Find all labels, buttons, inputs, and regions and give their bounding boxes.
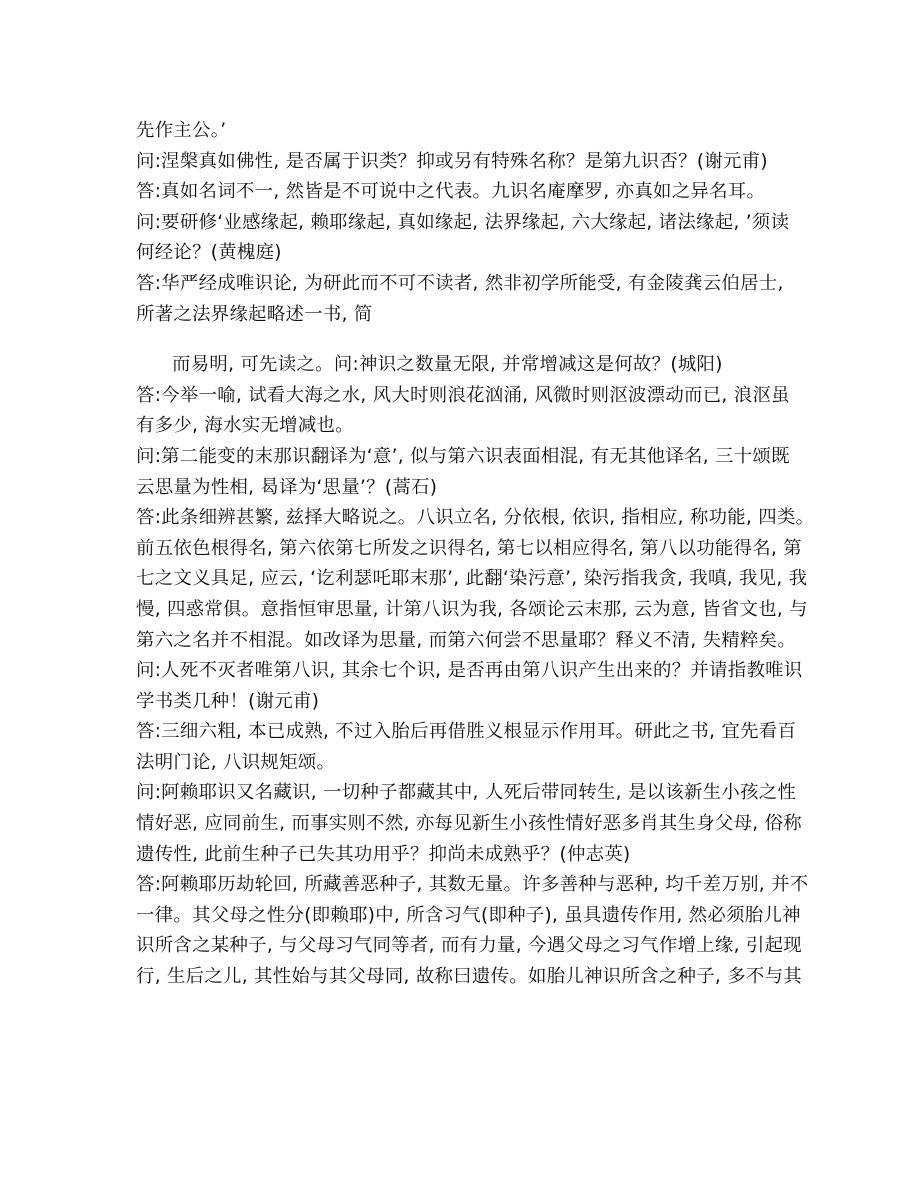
text-line: 学书类几种！(谢元甫) xyxy=(136,690,320,712)
paragraph-gap xyxy=(136,330,786,350)
document-body xyxy=(136,116,815,993)
text-line: 行, 生后之儿, 其性始与其父母同, 故称曰遗传。如胎儿神识所含之种子, 多不与其 xyxy=(136,966,802,988)
text-line: 有多少, 海水实无增减也。 xyxy=(136,415,354,437)
indented-line: 而易明, 可先读之。问:神识之数量无限, 并常增减这是何故？(城阳) xyxy=(172,354,723,376)
text-line: 前五依色根得名, 第六依第七所发之识得名, 第七以相应得名, 第八以功能得名, 第 xyxy=(136,537,802,559)
answer-line: 答:今举一喻, 试看大海之水, 风大时则浪花汹涌, 风微时则沤波漂动而已, 浪沤虽 xyxy=(136,384,790,406)
answer-line: 答:华严经成唯识论, 为研此而不可不读者, 然非初学所能受, 有金陵龚云伯居士, xyxy=(136,272,784,294)
text-line: 第六之名并不相混。如改译为思量, 而第六何尝不思量耶？释义不清, 失精粹矣。 xyxy=(136,629,797,651)
text-line: 遗传性, 此前生种子已失其功用乎？抑尚未成熟乎？(仲志英) xyxy=(136,843,631,865)
question-line: 问:阿赖耶识又名藏识, 一切种子都藏其中, 人死后带同转生, 是以该新生小孩之性 xyxy=(136,782,797,804)
question-line: 问:涅槃真如佛性, 是否属于识类？抑或另有特殊名称？是第九识否？(谢元甫) xyxy=(136,150,768,172)
answer-line: 答:三细六粗, 本已成熟, 不过入胎后再借胜义根显示作用耳。研此之书, 宜先看百 xyxy=(136,721,797,743)
text-line: 云思量为性相, 曷译为‘思量’？(蒿石) xyxy=(136,476,438,498)
answer-line: 答:此条细辨甚繁, 兹择大略说之。八识立名, 分依根, 依识, 指相应, 称功能, 四类。 xyxy=(136,507,815,529)
question-line: 问:第二能变的末那识翻译为‘意’, 似与第六识表面相混, 有无其他译名, 三十颂既 xyxy=(136,445,790,467)
text-line: 何经论？(黄槐庭) xyxy=(136,242,282,264)
text-line: 情好恶, 应同前生, 而事实则不然, 亦每见新生小孩性情好恶多肖其生身父母, 俗称 xyxy=(136,813,802,835)
text-line: 法明门论, 八识规矩颂。 xyxy=(136,751,336,773)
question-line: 问:人死不灭者唯第八识, 其余七个识, 是否再由第八识产生出来的？并请指教唯识 xyxy=(136,660,803,682)
text-line: 先作主公。’ xyxy=(136,120,227,141)
text-line: 七之文义具足, 应云, ‘讫利瑟吒耶末那’, 此翻‘染污意’, 染污指我贪, 我嗔, 我见, 我 xyxy=(136,568,808,590)
answer-line: 答:真如名词不一, 然皆是不可说中之代表。九识名庵摩罗, 亦真如之异名耳。 xyxy=(136,181,766,203)
text-line: 所著之法界缘起略述一书, 简 xyxy=(136,303,373,325)
text-line: 慢, 四惑常俱。意指恒审思量, 计第八识为我, 各颂论云末那, 云为意, 皆省文也, 与 xyxy=(136,598,808,620)
text-line: 识所含之某种子, 与父母习气同等者, 而有力量, 今遇父母之习气作增上缘, 引起现 xyxy=(136,935,802,957)
answer-line: 答:阿赖耶历劫轮回, 所藏善恶种子, 其数无量。许多善种与恶种, 均千差万别, 并不 xyxy=(136,874,809,896)
text-line: 一律。其父母之性分(即赖耶)中, 所含习气(即种子), 虽具遗传作用, 然必须胎儿神 xyxy=(136,904,801,926)
question-line: 问:要研修‘业感缘起, 赖耶缘起, 真如缘起, 法界缘起, 六大缘起, 诸法缘起, ’须读 xyxy=(136,211,790,233)
